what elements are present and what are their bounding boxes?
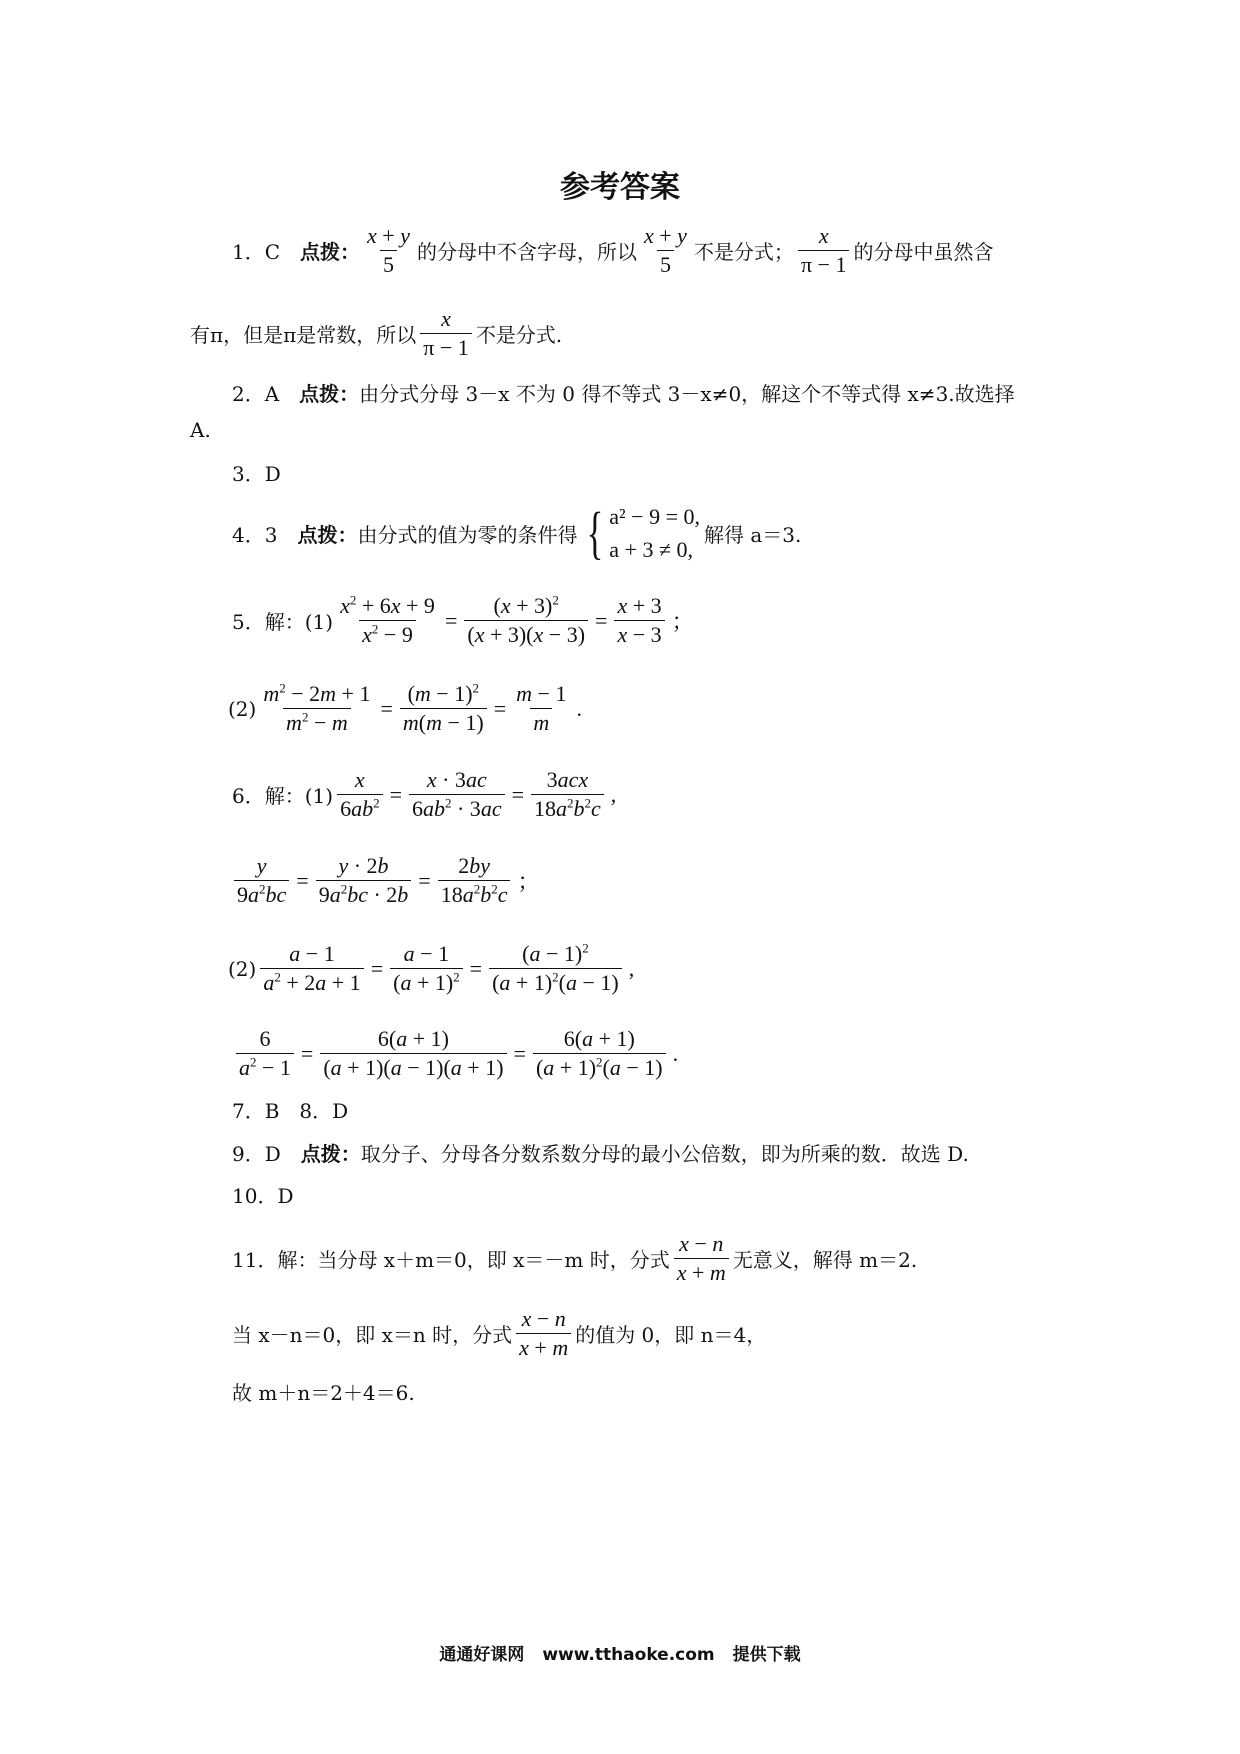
q9-tip-label: 点拨： bbox=[300, 1142, 361, 1166]
q6-line4: $\frac{6}{a^2 - 1}$ = $\frac{6(a + 1)}{(a + 1)(a - 1)(a + 1)}$ = $\frac{6(a + 1)}{(a + 1)^2(a - 1)}$ . bbox=[232, 1025, 681, 1082]
q11-text-1b: 无意义，解得 m＝2. bbox=[732, 1248, 918, 1273]
q2-number: 2．A bbox=[232, 382, 280, 406]
q6-frac-11: $\frac{6(a + 1)}{(a + 1)(a - 1)(a + 1)}$ bbox=[320, 1025, 506, 1082]
q1-line2-text-b: 不是分式. bbox=[475, 323, 563, 348]
q6-frac-7: $\frac{a - 1}{a^2 + 2a + 1}$ bbox=[260, 940, 363, 997]
q2-line1 bbox=[232, 378, 1015, 407]
fraction-x-over-pi-minus-1-b: $\frac{x}{\pi - 1}$ bbox=[420, 305, 472, 362]
q5-label: 5．解：(1) bbox=[232, 610, 334, 635]
q5-line2: (2) $\frac{m^2 - 2m + 1}{m^2 - m}$ = $\frac{(m - 1)^2}{m(m - 1)}$ = $\frac{m - 1}{m}$ . bbox=[228, 680, 585, 737]
q4-text: 由分式的值为零的条件得 bbox=[357, 522, 578, 547]
footer-site-name: 通通好课网 bbox=[439, 1645, 525, 1665]
system-row-1: a² − 9 = 0, bbox=[609, 504, 700, 529]
q5-label-2: (2) bbox=[228, 696, 257, 721]
q6-frac-6: $\frac{2by}{18a^2b^2c}$ bbox=[438, 852, 511, 909]
q11-text-1a: 11．解：当分母 x＋m＝0，即 x＝－m 时，分式 bbox=[232, 1248, 670, 1273]
q5-frac-4: $\frac{m^2 - 2m + 1}{m^2 - m}$ bbox=[260, 680, 373, 737]
q1-text-2: 不是分式； bbox=[693, 240, 794, 265]
q11-frac-2: $\frac{x - n}{x + m}$ bbox=[516, 1305, 571, 1362]
q11-text-2a: 当 x－n＝0，即 x＝n 时，分式 bbox=[232, 1323, 513, 1348]
q6-frac-10: $\frac{6}{a^2 - 1}$ bbox=[236, 1025, 294, 1082]
footer-suffix: 提供下载 bbox=[732, 1645, 801, 1665]
footer-url[interactable]: www.tthaoke.com bbox=[542, 1645, 715, 1665]
q5-frac-2: $\frac{(x + 3)^2}{(x + 3)(x - 3)}$ bbox=[464, 592, 588, 649]
q2-text: 由分式分母 3－x 不为 0 得不等式 3－x≠0，解这个不等式得 x≠3.故选择 bbox=[359, 382, 1015, 406]
q7-text: 7．B 8．D bbox=[232, 1099, 349, 1123]
brace-symbol: { bbox=[587, 500, 604, 565]
q2-line2 bbox=[190, 418, 211, 442]
q6-frac-4: $\frac{y}{9a^2bc}$ bbox=[234, 852, 289, 909]
q5-frac-5: $\frac{(m - 1)^2}{m(m - 1)}$ bbox=[400, 680, 487, 737]
q9-text: 取分子、分母各分数系数分母的最小公倍数，即为所乘的数．故选 D. bbox=[360, 1142, 969, 1166]
q1-line1 bbox=[232, 222, 993, 279]
system-row-2: a + 3 ≠ 0, bbox=[609, 537, 694, 562]
q1-line2-text-a: 有π，但是π是常数，所以 bbox=[190, 323, 417, 348]
q9-number: 9．D bbox=[232, 1142, 281, 1166]
q6-line3: (2) $\frac{a - 1}{a^2 + 2a + 1}$ = $\frac{a - 1}{(a + 1)^2}$ = $\frac{(a - 1)^2}{(a + 1)^2(a - 1)}$ , bbox=[228, 940, 637, 997]
q6-line1: 6．解：(1) $\frac{x}{6ab^2}$ = $\frac{x \cdot 3ac}{6ab^2 \cdot 3ac}$ = $\frac{\text{3acx}}{18a^2b^2c}$ , bbox=[232, 766, 619, 823]
q6-frac-8: $\frac{a - 1}{(a + 1)^2}$ bbox=[390, 940, 463, 997]
q7-line bbox=[232, 1095, 348, 1124]
q1-tip-label: 点拨： bbox=[300, 240, 361, 265]
q2-cont: A. bbox=[190, 418, 211, 442]
q1-text-3: 的分母中虽然含 bbox=[853, 240, 994, 265]
q6-label-2: (2) bbox=[228, 956, 257, 981]
q6-frac-5: $\frac{y \cdot 2b}{9a^2bc \cdot 2b}$ bbox=[316, 852, 412, 909]
q5-frac-6: $\frac{m - 1}{m}$ bbox=[513, 680, 569, 737]
q4-result: 解得 a＝3. bbox=[703, 522, 802, 547]
q9-line bbox=[232, 1138, 969, 1167]
q4-tip-label: 点拨： bbox=[297, 522, 358, 547]
q3-line bbox=[232, 458, 281, 487]
q5-frac-3: $\frac{x + 3}{x - 3}$ bbox=[614, 592, 664, 649]
fraction-x-plus-y-over-5: $\frac{x + y}{5}$ bbox=[364, 222, 413, 279]
q5-frac-1: $\frac{x^2 + 6x + 9}{x^2 - 9}$ bbox=[337, 592, 438, 649]
q5-line1: 5．解：(1) $\frac{x^2 + 6x + 9}{x^2 - 9}$ = $\frac{(x + 3)^2}{(x + 3)(x - 3)}$ = $\frac{x + 3}{x - 3}$ ； bbox=[232, 592, 697, 649]
q4-line bbox=[232, 500, 801, 566]
q11-text-3: 故 m＋n＝2＋4＝6. bbox=[232, 1381, 415, 1405]
q6-frac-2: $\frac{x \cdot 3ac}{6ab^2 \cdot 3ac}$ bbox=[409, 766, 505, 823]
q6-frac-3: $\frac{\text{3acx}}{18a^2b^2c}$ bbox=[531, 766, 604, 823]
q11-line3 bbox=[232, 1377, 415, 1406]
q10-line bbox=[232, 1180, 293, 1209]
q1-line2 bbox=[190, 305, 562, 362]
q1-text-1: 的分母中不含字母，所以 bbox=[416, 240, 637, 265]
q11-line2 bbox=[232, 1305, 766, 1362]
fraction-x-over-pi-minus-1: $\frac{x}{\pi - 1}$ bbox=[798, 222, 850, 279]
page-footer bbox=[0, 1640, 1240, 1665]
equation-system bbox=[581, 500, 700, 566]
q6-frac-1: $\frac{x}{6ab^2}$ bbox=[337, 766, 383, 823]
q6-frac-9: $\frac{(a - 1)^2}{(a + 1)^2(a - 1)}$ bbox=[489, 940, 622, 997]
q6-label: 6．解：(1) bbox=[232, 784, 334, 809]
q11-text-2b: 的值为 0，即 n＝4， bbox=[575, 1323, 767, 1348]
q11-line1 bbox=[232, 1230, 917, 1287]
fraction-x-plus-y-over-5-b: $\frac{x + y}{5}$ bbox=[641, 222, 690, 279]
q1-number: 1．C bbox=[232, 240, 281, 265]
q11-frac-1: $\frac{x - n}{x + m}$ bbox=[674, 1230, 729, 1287]
q6-line2: $\frac{y}{9a^2bc}$ = $\frac{y \cdot 2b}{9a^2bc \cdot 2b}$ = $\frac{2by}{18a^2b^2c}$ ； bbox=[230, 852, 542, 909]
q4-number: 4．3 bbox=[232, 522, 278, 547]
page-title: 参考答案 bbox=[560, 170, 680, 205]
q10-text: 10．D bbox=[232, 1184, 294, 1208]
q3-text: 3．D bbox=[232, 462, 281, 486]
q6-frac-12: $\frac{6(a + 1)}{(a + 1)^2(a - 1)}$ bbox=[533, 1025, 666, 1082]
q2-tip-label: 点拨： bbox=[299, 382, 360, 406]
